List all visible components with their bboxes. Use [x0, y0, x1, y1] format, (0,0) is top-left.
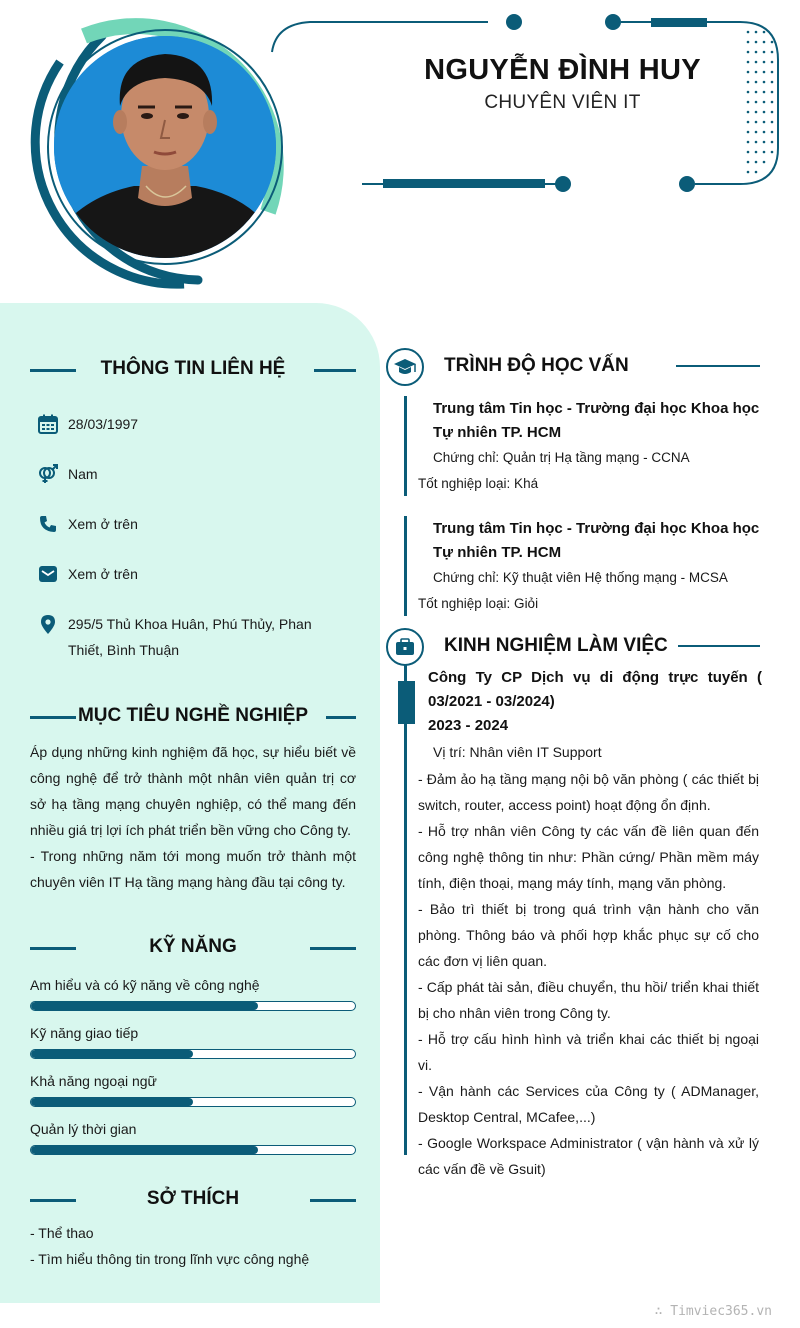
watermark: ∴ Timviec365.vn [654, 1304, 772, 1319]
education-school: Trung tâm Tin học - Trường đại học Khoa học Tự nhiên TP. HCM [433, 400, 760, 441]
skill-label: Quản lý thời gian [30, 1121, 137, 1137]
skill-bar-fill [31, 1002, 258, 1010]
education-icon-circle [386, 348, 424, 386]
objective-text [30, 739, 356, 895]
contact-heading [30, 355, 356, 385]
duty-item: - Hỗ trợ nhân viên Công ty các vấn đề liên quan đến công nghệ thông tin như: Phần cứng/ Phần mềm máy tính, điện thoại, mạng máy tính, mạng văn phòng. [418, 823, 759, 891]
education-timeline-bar [404, 516, 407, 616]
briefcase-icon [388, 630, 422, 664]
envelope-icon [38, 564, 58, 584]
education-school: Trung tâm Tin học - Trường đại học Khoa học Tự nhiên TP. HCM [433, 520, 760, 561]
education-heading-text: TRÌNH ĐỘ HỌC VẤN [444, 355, 629, 376]
duty-item: - Google Workspace Administrator ( vận hành và xử lý các vấn đề về Gsuit) [418, 1135, 759, 1177]
hobby-item: - Thể thao [30, 1225, 94, 1241]
skill-bar [30, 1097, 356, 1107]
contact-heading-text: THÔNG TIN LIÊN HỆ [100, 358, 286, 379]
skills-heading-text: KỸ NĂNG [149, 936, 237, 957]
skill-bar-fill [31, 1098, 193, 1106]
phone-value: Xem ở trên [68, 516, 138, 532]
education-grade: Tốt nghiệp loại: Khá [418, 476, 539, 491]
skill-bar [30, 1001, 356, 1011]
skill-bar-fill [31, 1146, 258, 1154]
objective-heading [30, 702, 356, 732]
experience-heading [386, 628, 760, 668]
candidate-name: NGUYỄN ĐÌNH HUY [424, 54, 701, 86]
objective-paragraph-2: - Trong những năm tới mong muốn trở thành một chuyên viên IT Hạ tầng mạng hàng đầu tại công ty. [30, 848, 356, 890]
location-pin-icon [38, 614, 58, 634]
experience-position: Vị trí: Nhân viên IT Support [433, 744, 602, 760]
calendar-icon [38, 414, 58, 434]
skill-bar [30, 1049, 356, 1059]
education-heading [386, 348, 760, 388]
skill-bar-fill [31, 1050, 193, 1058]
email-value: Xem ở trên [68, 566, 138, 582]
education-grade: Tốt nghiệp loại: Giỏi [418, 596, 539, 611]
duty-item: - Đảm ảo hạ tầng mạng nội bộ văn phòng ( các thiết bị switch, router, access point) hoạt động ổn định. [418, 771, 759, 813]
contact-email [38, 561, 338, 587]
contact-address [38, 611, 338, 663]
objective-heading-text: MỤC TIÊU NGHỀ NGHIỆP [77, 705, 309, 726]
gender-value: Nam [68, 466, 98, 482]
address-value: 295/5 Thủ Khoa Huân, Phú Thủy, Phan Thiết, Bình Thuận [68, 616, 312, 658]
experience-icon-circle [386, 628, 424, 666]
skill-label: Am hiểu và có kỹ năng về công nghệ [30, 977, 260, 993]
experience-heading-text: KINH NGHIỆM LÀM VIỆC [444, 635, 668, 656]
hobbies-heading [30, 1185, 356, 1215]
duty-item: - Vận hành các Services của Công ty ( ADManager, Desktop Central, MCafee,...) [418, 1083, 759, 1125]
job-title: CHUYÊN VIÊN IT [484, 92, 641, 113]
hobbies-heading-text: SỞ THÍCH [146, 1188, 240, 1209]
education-cert: Chứng chỉ: Quản trị Hạ tầng mạng - CCNA [433, 450, 690, 465]
skill-bar [30, 1145, 356, 1155]
skills-heading [30, 933, 356, 963]
profile-photo [54, 36, 276, 258]
duty-item: - Hỗ trợ cấu hình hình và triển khai các thiết bị ngoại vi. [418, 1031, 759, 1073]
experience-period: 2023 - 2024 [428, 717, 509, 734]
experience-duties [418, 766, 759, 1182]
education-cert: Chứng chỉ: Kỹ thuật viên Hệ thống mạng - MCSA [433, 570, 728, 585]
hobby-item: - Tìm hiểu thông tin trong lĩnh vực công nghệ [30, 1251, 310, 1267]
education-timeline-bar [404, 396, 407, 496]
contact-birthday [38, 411, 338, 437]
experience-company: Công Ty CP Dịch vụ di động trực tuyến ( 03/2021 - 03/2024) [428, 669, 762, 710]
duty-item: - Bảo trì thiết bị trong quá trình vận hành cho văn phòng. Thông báo và phối hợp khắc phục sự cố cho các đơn vị liên quan. [418, 901, 759, 969]
graduation-cap-icon [388, 350, 422, 384]
objective-paragraph-1: Áp dụng những kinh nghiệm đã học, sự hiểu biết về công nghệ để trở thành một nhân viên quản trị cơ sở hạ tầng mạng chuyên nghiệp, có thể mang đến nhiều giá trị lợi ích phát triển bền vững cho Công ty. [30, 744, 356, 838]
gender-icon [38, 464, 58, 484]
phone-icon [38, 514, 58, 534]
skill-label: Khả năng ngoại ngữ [30, 1073, 157, 1089]
skill-label: Kỹ năng giao tiếp [30, 1025, 139, 1041]
experience-timeline-marker [398, 681, 415, 724]
contact-gender [38, 461, 338, 487]
birthday-value: 28/03/1997 [68, 416, 139, 432]
experience-timeline-bar [404, 665, 407, 1155]
duty-item: - Cấp phát tài sản, điều chuyển, thu hồi/ triển khai thiết bị cho nhân viên trong Công ty. [418, 979, 759, 1021]
contact-phone [38, 511, 338, 537]
